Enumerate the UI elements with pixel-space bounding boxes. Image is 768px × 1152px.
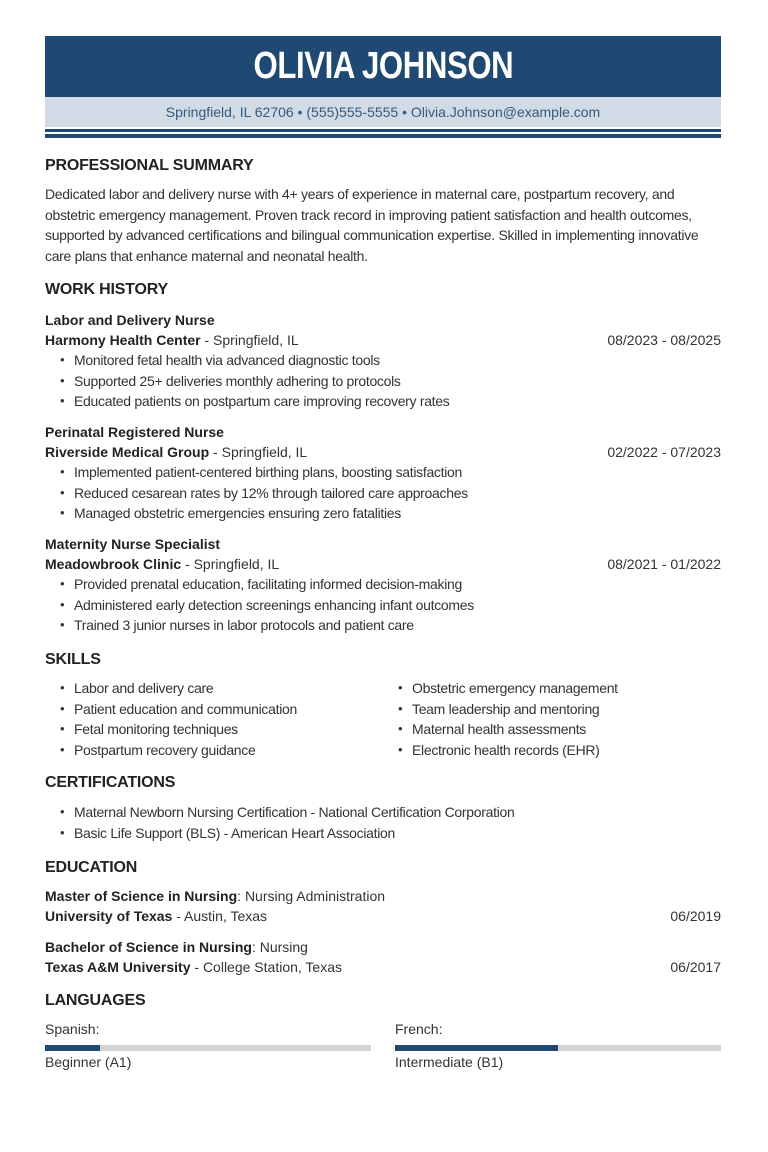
list-item: • Obstetric emergency management: [383, 678, 721, 699]
candidate-name: OLIVIA JOHNSON: [253, 45, 513, 87]
job-employer-row: [45, 330, 721, 350]
degree-name: Master of Science in Nursing: [45, 888, 238, 904]
job-employer-row: [45, 442, 721, 462]
summary-text: Dedicated labor and delivery nurse with 4+ years of experience in maternal care, postpartum recovery, and obstetric emergency management. Proven track record in improving patient satisfaction and health outcomes, supported by advanced certifications and bilingual communication expertise. Skilled in implementing innovative care plans that enhance maternal and neonatal health.: [45, 186, 699, 264]
job-bullets: [45, 574, 721, 636]
job-dates: 08/2023 - 08/2025: [607, 332, 721, 348]
school-row: [45, 906, 721, 926]
job-employer: Riverside Medical Group: [45, 444, 210, 460]
languages-list: [45, 1021, 721, 1070]
list-item: • Labor and delivery care: [45, 678, 383, 699]
list-item: • Basic Life Support (BLS) - American Heart Association: [45, 823, 721, 844]
header-rule-thick: [45, 134, 721, 138]
language-item: [395, 1021, 721, 1070]
header-rule-thin: [45, 129, 721, 132]
list-item: • Maternal Newborn Nursing Certification - National Certification Corporation: [45, 802, 721, 823]
job-employer: Harmony Health Center: [45, 332, 201, 348]
list-item: • Trained 3 junior nurses in labor protocols and patient care: [45, 615, 721, 636]
certifications-list: [45, 802, 721, 843]
language-level: Beginner (A1): [45, 1054, 132, 1070]
graduation-date: 06/2017: [670, 959, 721, 975]
school-name: University of Texas: [45, 908, 173, 924]
language-level: Intermediate (B1): [395, 1054, 504, 1070]
job-bullets: [45, 350, 721, 412]
language-name: Spanish:: [45, 1021, 100, 1037]
education-entry: [45, 886, 721, 926]
list-item: • Patient education and communication: [45, 699, 383, 720]
list-item: • Monitored fetal health via advanced diagnostic tools: [45, 350, 721, 371]
school-location: - College Station, Texas: [190, 959, 342, 975]
list-item: • Provided prenatal education, facilitating informed decision-making: [45, 574, 721, 595]
job-dates: 02/2022 - 07/2023: [607, 444, 721, 460]
job-bullets: [45, 462, 721, 524]
job-entry: [45, 534, 721, 636]
job-location: - Springfield, IL: [181, 556, 280, 572]
job-location: - Springfield, IL: [200, 332, 299, 348]
language-progress-fill: [395, 1045, 558, 1051]
header-band: [45, 36, 721, 97]
language-progress-fill: [45, 1045, 100, 1051]
list-item: • Reduced cesarean rates by 12% through tailored care approaches: [45, 483, 721, 504]
language-progress-bar: [395, 1045, 721, 1051]
degree-field: : Nursing: [251, 939, 308, 955]
graduation-date: 06/2019: [670, 908, 721, 924]
certifications-heading: CERTIFICATIONS: [45, 774, 176, 791]
school-row: [45, 957, 721, 977]
skills-right-column: [383, 678, 721, 760]
education-heading: EDUCATION: [45, 859, 138, 876]
job-role: Maternity Nurse Specialist: [45, 536, 221, 552]
skills-grid: [45, 678, 721, 760]
list-item: • Educated patients on postpartum care improving recovery rates: [45, 391, 721, 412]
skills-heading: SKILLS: [45, 651, 101, 668]
list-item: • Electronic health records (EHR): [383, 740, 721, 761]
list-item: • Managed obstetric emergencies ensuring zero fatalities: [45, 503, 721, 524]
list-item: • Administered early detection screenings enhancing infant outcomes: [45, 595, 721, 616]
education-entry: [45, 937, 721, 977]
language-item: [45, 1021, 371, 1070]
list-item: • Maternal health assessments: [383, 719, 721, 740]
school-name: Texas A&M University: [45, 959, 191, 975]
list-item: • Supported 25+ deliveries monthly adhering to protocols: [45, 371, 721, 392]
job-employer: Meadowbrook Clinic: [45, 556, 182, 572]
job-location: - Springfield, IL: [209, 444, 308, 460]
job-employer-row: [45, 554, 721, 574]
school-location: - Austin, Texas: [172, 908, 268, 924]
summary-heading: PROFESSIONAL SUMMARY: [45, 157, 254, 174]
language-name: French:: [395, 1021, 443, 1037]
job-role: Labor and Delivery Nurse: [45, 312, 215, 328]
contact-band: [45, 97, 721, 127]
list-item: • Team leadership and mentoring: [383, 699, 721, 720]
degree-field: : Nursing Administration: [237, 888, 386, 904]
job-entry: [45, 422, 721, 524]
contact-info: Springfield, IL 62706 • (555)555-5555 • Olivia.Johnson@example.com: [165, 104, 601, 120]
list-item: • Postpartum recovery guidance: [45, 740, 383, 761]
resume-page: [45, 36, 721, 1070]
job-entry: [45, 310, 721, 412]
languages-heading: LANGUAGES: [45, 992, 146, 1009]
job-dates: 08/2021 - 01/2022: [607, 556, 721, 572]
work-history-heading: WORK HISTORY: [45, 281, 168, 298]
list-item: • Implemented patient-centered birthing plans, boosting satisfaction: [45, 462, 721, 483]
degree-name: Bachelor of Science in Nursing: [45, 939, 252, 955]
job-role: Perinatal Registered Nurse: [45, 424, 224, 440]
language-progress-bar: [45, 1045, 371, 1051]
list-item: • Fetal monitoring techniques: [45, 719, 383, 740]
skills-left-column: [45, 678, 383, 760]
